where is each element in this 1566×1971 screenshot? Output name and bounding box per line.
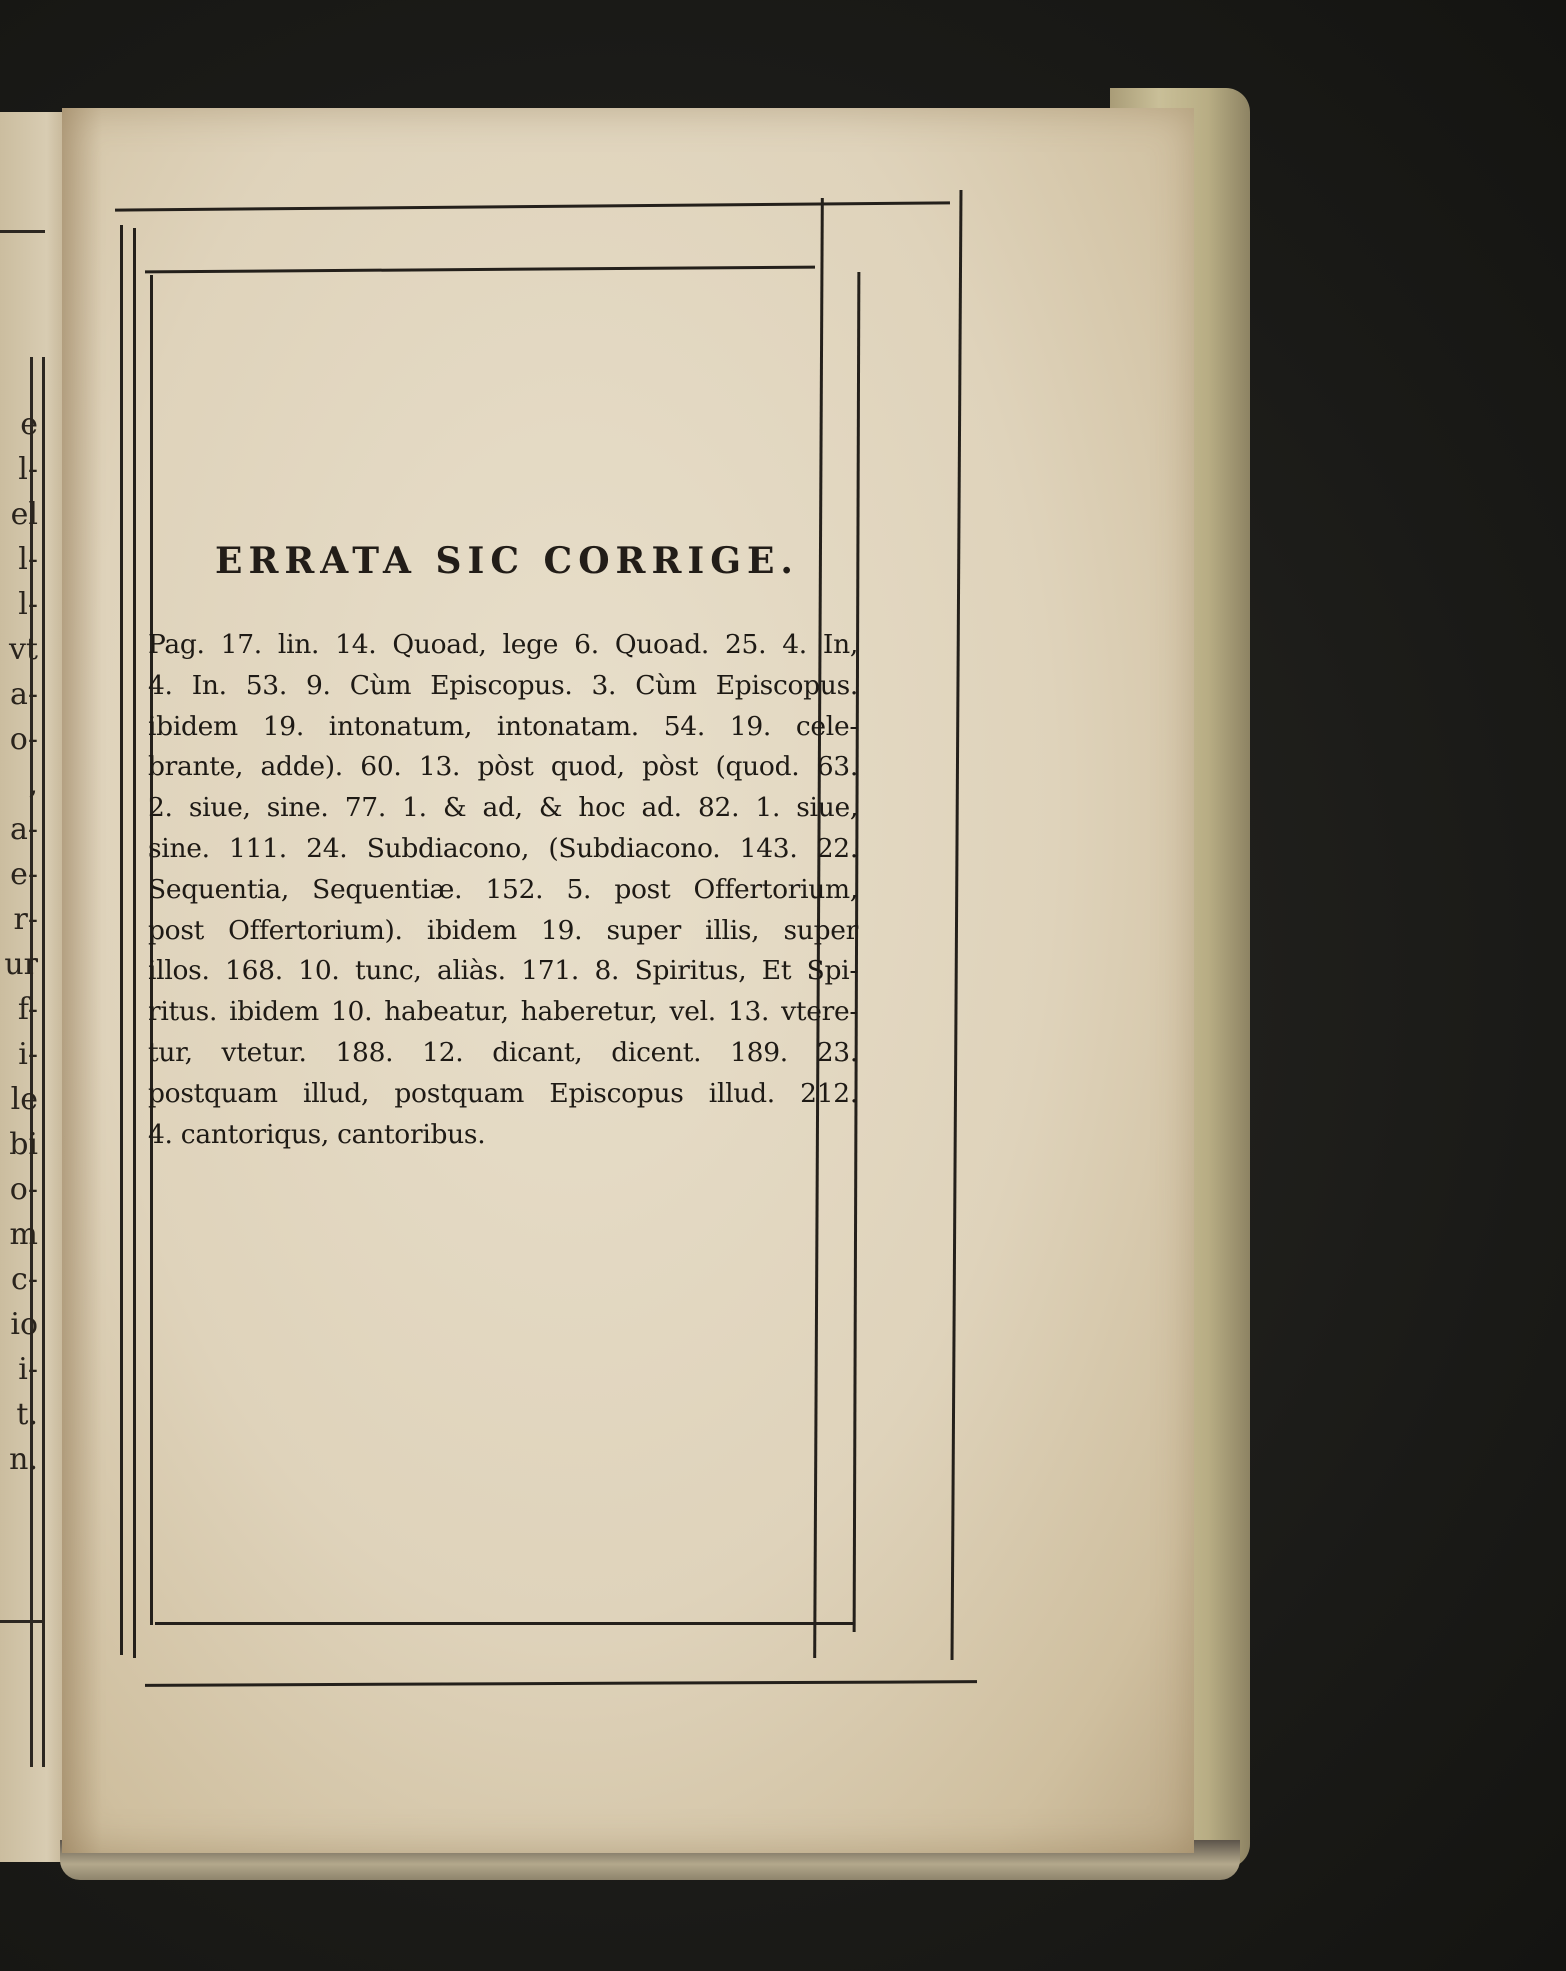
errata-line: sine. 111. 24. Subdiacono, (Subdiacono. 143. 22.: [148, 832, 858, 864]
frame-rule-bottom-inner: [155, 1622, 855, 1625]
left-fragment: e: [20, 407, 38, 442]
left-fragment: l-: [18, 542, 38, 577]
gutter-shadow: [62, 108, 102, 1853]
left-fragment: n.: [9, 1442, 38, 1477]
errata-line: Pag. 17. lin. 14. Quoad, lege 6. Quoad. 25. 4. In,: [148, 629, 858, 660]
errata-line: illos. 168. 10. tunc, aliàs. 171. 8. Spiritus, Et Spi-: [148, 955, 858, 987]
errata-line: brante, adde). 60. 13. pòst quod, pòst (quod. 63.: [148, 751, 858, 783]
left-page-rule-bottom: [0, 1620, 45, 1623]
left-fragment: i-: [18, 1352, 38, 1387]
left-page-rule-top: [0, 230, 45, 233]
left-fragment: l-: [18, 452, 38, 487]
left-fragment: i-: [18, 1037, 38, 1072]
frame-rule-left-inner: [133, 228, 136, 1658]
left-fragment: c-: [11, 1262, 38, 1297]
errata-line: ritus. ibidem 10. habeatur, haberetur, vel. 13. vtere-: [148, 996, 858, 1028]
errata-line: post Offertorium). ibidem 19. super illis, super: [148, 914, 858, 946]
errata-line: 2. siue, sine. 77. 1. & ad, & hoc ad. 82. 1. siue,: [148, 792, 858, 824]
left-fragment: bi: [9, 1127, 38, 1162]
errata-line: 4. cantoriqus, cantoribus.: [148, 1118, 486, 1150]
left-fragment: ,: [28, 767, 38, 802]
errata-line: postquam illud, postquam Episcopus illud. 212.: [148, 1077, 858, 1109]
left-fragment: a-: [9, 677, 38, 712]
left-fragment: le: [10, 1082, 38, 1117]
errata-line: Sequentia, Sequentiæ. 152. 5. post Offertorium,: [148, 873, 858, 905]
errata-line: 4. In. 53. 9. Cùm Episcopus. 3. Cùm Episcopus.: [148, 669, 858, 701]
left-fragment: vt: [8, 632, 38, 667]
errata-heading: ERRATA SIC CORRIGE.: [215, 540, 799, 582]
left-page-rule-vertical-inner: [42, 357, 45, 1767]
left-fragment: el: [10, 497, 38, 532]
left-fragment: m: [9, 1217, 38, 1252]
left-fragment: t.: [16, 1397, 38, 1432]
left-fragment: ur: [4, 947, 38, 982]
left-page-text-fragments: [0, 402, 40, 1482]
left-fragment: f-: [17, 992, 38, 1027]
left-fragment: a-: [9, 812, 38, 847]
left-fragment: o-: [9, 722, 38, 757]
left-fragment: io: [10, 1307, 38, 1342]
errata-text: [148, 625, 858, 1155]
left-fragment: l-: [18, 587, 38, 622]
errata-line: tur, vtetur. 188. 12. dicant, dicent. 189. 23.: [148, 1036, 858, 1068]
left-fragment: e-: [10, 857, 38, 892]
left-fragment: o-: [9, 1172, 38, 1207]
errata-line: ibidem 19. intonatum, intonatam. 54. 19. cele-: [148, 710, 858, 742]
frame-rule-left-outer: [120, 225, 123, 1655]
left-fragment: r-: [13, 902, 38, 937]
